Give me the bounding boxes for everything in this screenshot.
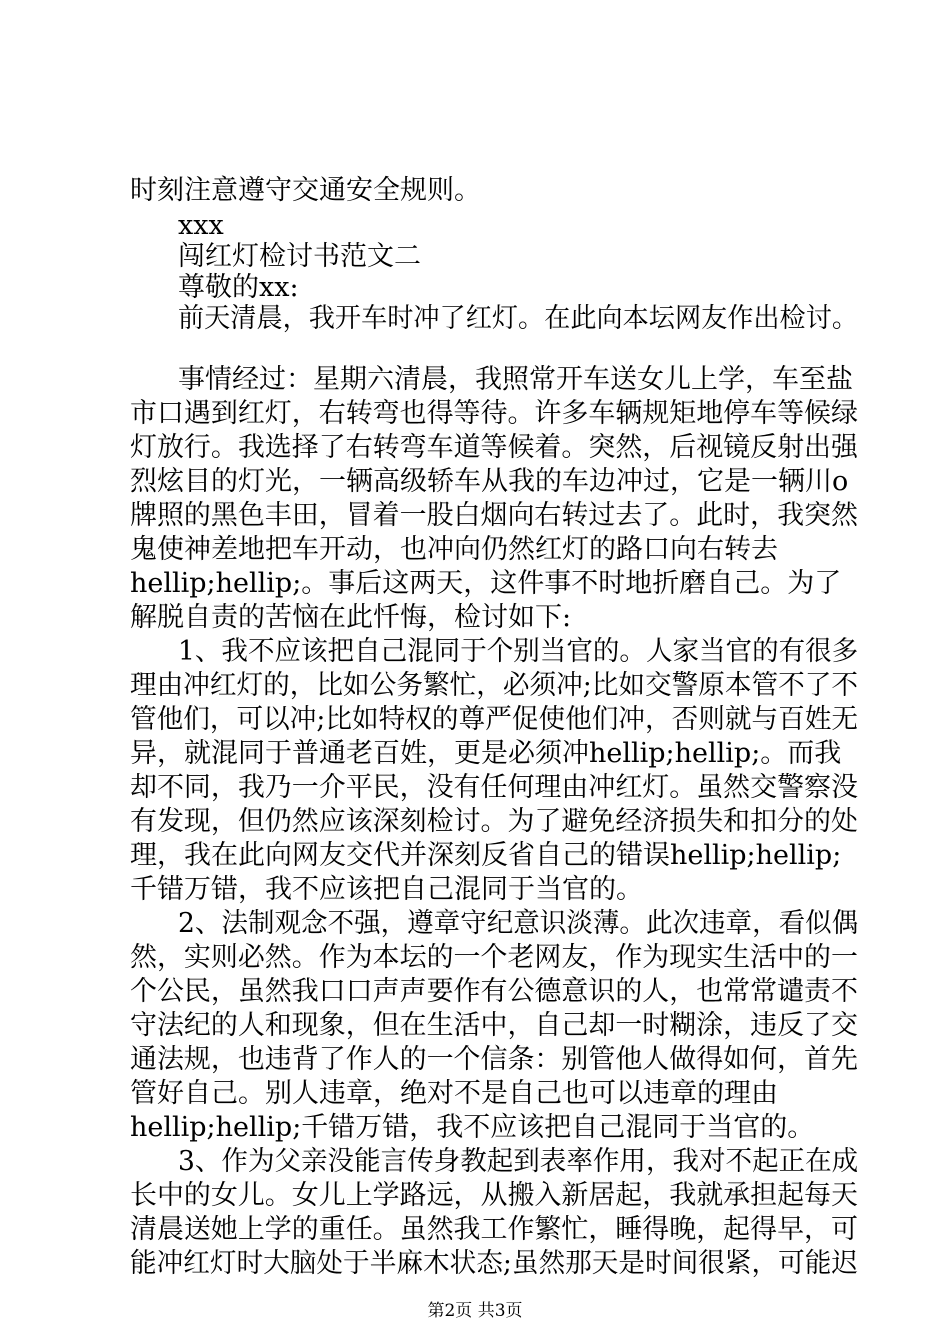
line-text: 异，就混同于普通老百姓，更是必须冲hellip;hellip;。而我 xyxy=(130,738,842,769)
line-text: 解脱自责的苦恼在此忏悔，检讨如下: xyxy=(130,602,572,633)
line-text: 3、作为父亲没能言传身教起到表率作用，我对不起正在成 xyxy=(178,1146,859,1177)
line-text: 有发现，但仍然应该深刻检讨。为了避免经济损失和扣分的处 xyxy=(130,806,858,837)
page-number-label: 第2页 共3页 xyxy=(427,1301,523,1321)
line-text: 然，实则必然。作为本坛的一个老网友，作为现实生活中的一 xyxy=(130,942,858,973)
line-text: 灯放行。我选择了右转弯车道等候着。突然，后视镜反射出强 xyxy=(130,432,858,463)
line-text: 时刻注意遵守交通安全规则。 xyxy=(130,175,481,206)
line-text: 理由冲红灯的，比如公务繁忙，必须冲;比如交警原本管不了不 xyxy=(130,670,859,701)
line-text: hellip;hellip;。事后这两天，这件事不时地折磨自己。为了 xyxy=(130,568,842,599)
line-text: 鬼使神差地把车开动，也冲向仍然红灯的路口向右转去 xyxy=(130,534,778,565)
line-text: 市口遇到红灯，右转弯也得等待。许多车辆规矩地停车等候绿 xyxy=(130,398,858,429)
line-text: 管他们，可以冲;比如特权的尊严促使他们冲，否则就与百姓无 xyxy=(130,704,859,735)
line-text: 烈炫目的灯光，一辆高级轿车从我的车边冲过，它是一辆川o xyxy=(130,466,849,497)
line-text: 通法规，也违背了作人的一个信条：别管他人做得如何，首先 xyxy=(130,1044,858,1075)
line-text: 清晨送她上学的重任。虽然我工作繁忙，睡得晚，起得早，可 xyxy=(130,1214,858,1245)
line-text: 1、我不应该把自己混同于个别当官的。人家当官的有很多 xyxy=(178,636,859,667)
line-text: 管好自己。别人违章，绝对不是自己也可以违章的理由 xyxy=(130,1078,778,1109)
line-text: 2、法制观念不强，遵章守纪意识淡薄。此次违章，看似偶 xyxy=(178,908,859,939)
line-text: 能冲红灯时大脑处于半麻木状态;虽然那天是时间很紧，可能迟 xyxy=(130,1248,859,1279)
salutation-text: 尊敬的xx: xyxy=(178,272,299,303)
line-text: 牌照的黑色丰田，冒着一股白烟向右转过去了。此时，我突然 xyxy=(130,500,858,531)
line-text: hellip;hellip;千错万错，我不应该把自己混同于当官的。 xyxy=(130,1112,815,1143)
line-text: 守法纪的人和现象，但在生活中，自己却一时糊涂，违反了交 xyxy=(130,1010,858,1041)
line-text: 千错万错，我不应该把自己混同于当官的。 xyxy=(130,874,643,905)
line-text: 个公民，虽然我口口声声要作有公德意识的人，也常常谴责不 xyxy=(130,976,858,1007)
section-title-text: 闯红灯检讨书范文二 xyxy=(178,241,421,272)
line-text: 前天清晨，我开车时冲了红灯。在此向本坛网友作出检讨。 xyxy=(178,303,859,334)
line-text: 长中的女儿。女儿上学路远，从搬入新居起，我就承担起每天 xyxy=(130,1180,858,1211)
signature-text: xxx xyxy=(178,210,224,241)
line-text: 理，我在此向网友交代并深刻反省自己的错误hellip;hellip; xyxy=(130,840,842,871)
line-text: 却不同，我乃一介平民，没有任何理由冲红灯。虽然交警察没 xyxy=(130,772,858,803)
line-text: 事情经过：星期六清晨，我照常开车送女儿上学，车至盐 xyxy=(178,364,853,395)
page-footer xyxy=(0,1300,950,1322)
